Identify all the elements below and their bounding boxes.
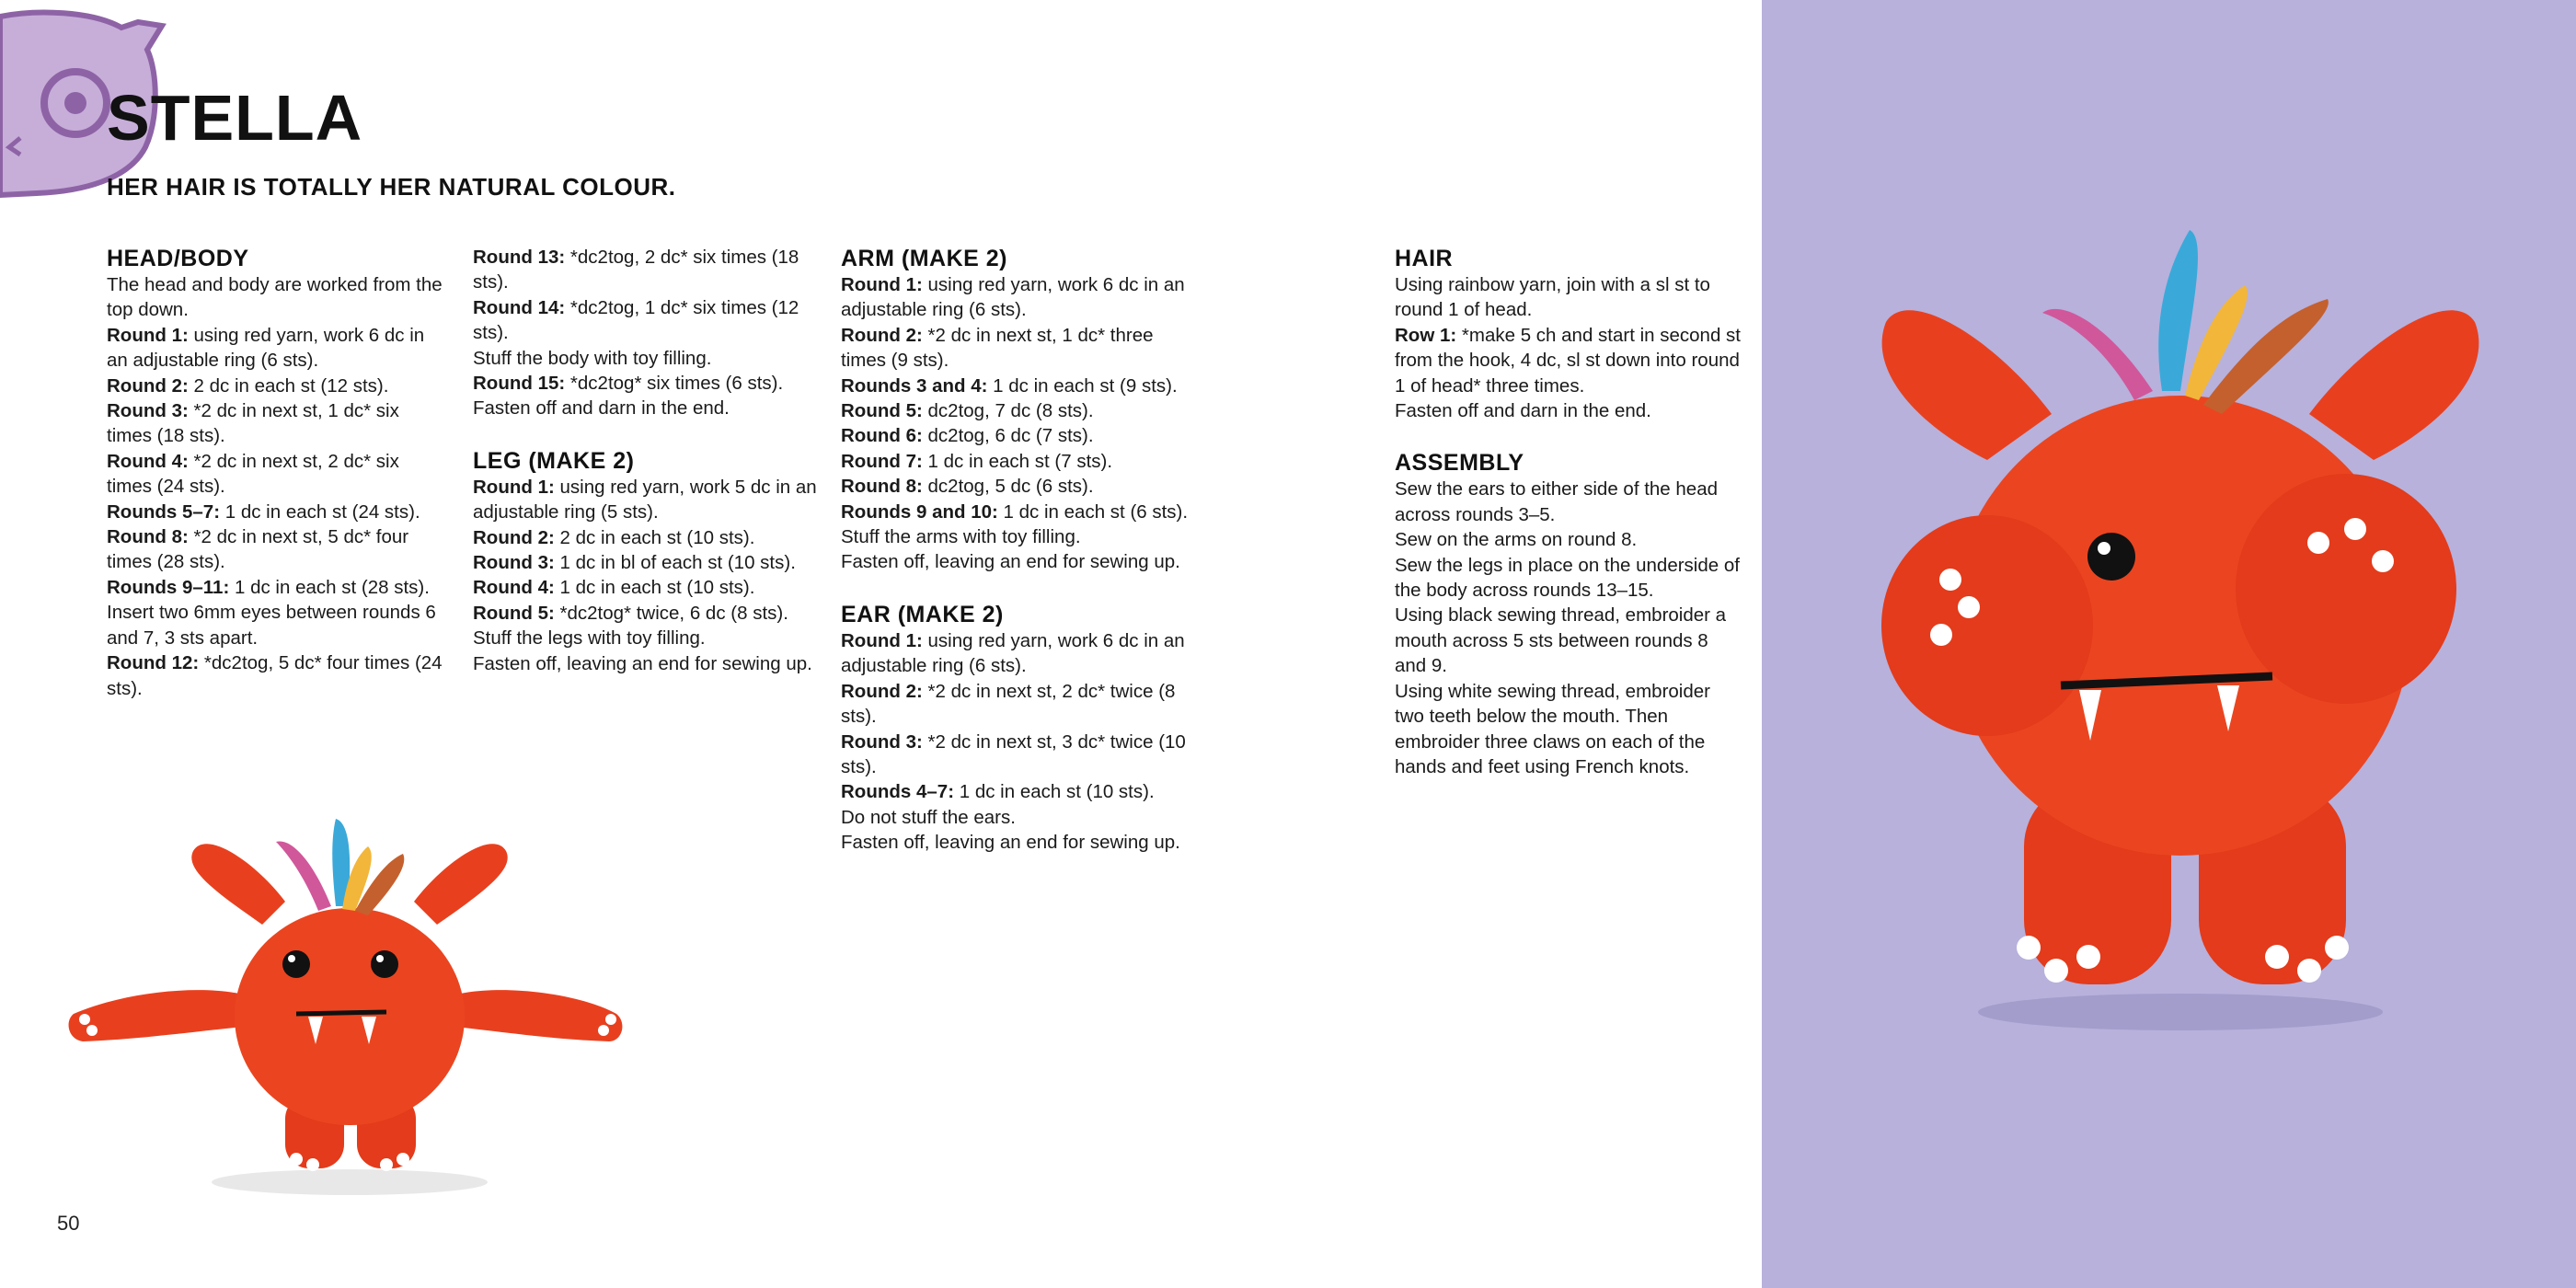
instruction-line (841, 779, 1190, 804)
column-4 (1395, 245, 1742, 779)
instruction-line (841, 500, 1190, 524)
instruction-label: Round 14: (473, 296, 566, 318)
instruction-label: Round 5: (473, 602, 555, 624)
head-body-heading: HEAD/BODY (107, 246, 249, 271)
instruction-text: The head and body are worked from the top down. (107, 274, 443, 321)
instruction-text: Stuff the body with toy filling. (473, 347, 712, 369)
crochet-monster-photo-small (55, 764, 644, 1205)
instruction-line (841, 398, 1190, 423)
column-3 (841, 245, 1190, 856)
leg-instructions (473, 475, 822, 676)
instruction-line (473, 245, 822, 295)
instruction-text: dc2tog, 5 dc (6 sts). (922, 476, 1094, 498)
instruction-line (841, 524, 1190, 549)
instruction-text: 1 dc in each st (7 sts). (922, 450, 1113, 472)
instruction-line (473, 601, 822, 626)
instruction-line (1395, 323, 1742, 398)
instruction-line (841, 730, 1190, 780)
instruction-line (107, 600, 447, 650)
instruction-text: Using rainbow yarn, join with a sl st to round 1 of head. (1395, 274, 1710, 321)
instruction-text: Do not stuff the ears. (841, 806, 1016, 828)
instruction-line (473, 346, 822, 371)
instruction-line (473, 525, 822, 550)
instruction-line (1395, 398, 1742, 423)
instruction-text: 1 dc in each st (9 sts). (987, 374, 1178, 397)
instruction-text: Using black sewing thread, embroider a mouth across 5 sts between rounds 8 and 9. (1395, 604, 1727, 677)
instruction-text: 1 dc in each st (10 sts). (954, 781, 1155, 803)
instruction-line (1395, 603, 1742, 678)
instruction-label: Round 8: (841, 476, 923, 498)
instruction-text: using red yarn, work 6 dc in an adjustable ring (6 sts). (107, 324, 425, 372)
instruction-text: Insert two 6mm eyes between rounds 6 and 7, 3 sts apart. (107, 602, 436, 649)
instruction-line (107, 323, 447, 374)
ear-instructions (841, 628, 1190, 856)
hair-instructions (1395, 272, 1742, 423)
instruction-line (841, 805, 1190, 830)
instruction-text: dc2tog, 6 dc (7 sts). (922, 425, 1094, 447)
instruction-label: Round 1: (841, 274, 923, 295)
instruction-label: Round 15: (473, 373, 566, 395)
instruction-label: Round 13: (473, 247, 566, 268)
instruction-text: *dc2tog* twice, 6 dc (8 sts). (554, 602, 788, 624)
instruction-line (473, 371, 822, 396)
instruction-line (473, 550, 822, 575)
spacer (841, 575, 1190, 601)
instruction-text: *2 dc in next st, 1 dc* three times (9 sts). (841, 324, 1154, 372)
instruction-text: using red yarn, work 6 dc in an adjustable ring (6 sts). (841, 274, 1185, 321)
arm-heading: ARM (MAKE 2) (841, 246, 1007, 271)
instruction-text: dc2tog, 7 dc (8 sts). (922, 400, 1094, 422)
instruction-line (107, 449, 447, 500)
instruction-label: Round 4: (107, 450, 189, 472)
instruction-label: Rounds 5–7: (107, 500, 221, 523)
instruction-label: Row 1: (1395, 324, 1457, 346)
instruction-text: 1 dc in each st (28 sts). (229, 576, 430, 598)
instruction-line (841, 679, 1190, 730)
arm-instructions (841, 272, 1190, 575)
instruction-text: Fasten off, leaving an end for sewing up. (473, 652, 812, 674)
instruction-line (841, 628, 1190, 679)
instruction-text: *2 dc in next st, 1 dc* six times (18 sts). (107, 400, 399, 447)
ear-heading: EAR (MAKE 2) (841, 601, 1004, 627)
assembly-instructions (1395, 477, 1742, 779)
instruction-text: Sew on the arms on round 8. (1395, 529, 1638, 551)
column-2 (473, 245, 822, 676)
instruction-label: Round 1: (841, 629, 923, 651)
instruction-line (107, 500, 447, 524)
instruction-line (107, 272, 447, 323)
instruction-text: *dc2tog, 1 dc* six times (12 sts). (473, 296, 799, 344)
instruction-label: Rounds 9 and 10: (841, 500, 998, 523)
head-body-continued (473, 245, 822, 421)
instruction-text: Sew the legs in place on the underside of the body across rounds 13–15. (1395, 554, 1740, 602)
instruction-line (473, 651, 822, 676)
instruction-text: 2 dc in each st (12 sts). (188, 374, 389, 397)
instruction-line (841, 272, 1190, 323)
instruction-text: using red yarn, work 6 dc in an adjustable ring (6 sts). (841, 629, 1185, 677)
instruction-text: Stuff the arms with toy filling. (841, 526, 1081, 548)
instruction-line (107, 650, 447, 701)
instruction-text: *2 dc in next st, 3 dc* twice (10 sts). (841, 730, 1186, 777)
instruction-label: Round 2: (107, 374, 189, 397)
instruction-text: Stuff the legs with toy filling. (473, 627, 706, 650)
instruction-line (1395, 679, 1742, 780)
instruction-text: 1 dc in each st (10 sts). (554, 577, 755, 599)
instruction-label: Round 3: (107, 400, 189, 422)
instruction-line (107, 524, 447, 575)
instruction-text: Fasten off, leaving an end for sewing up. (841, 551, 1180, 573)
instruction-text: using red yarn, work 5 dc in an adjustable ring (5 sts). (473, 476, 817, 523)
page-title: STELLA (107, 82, 363, 154)
instruction-line (841, 323, 1190, 374)
instruction-label: Rounds 4–7: (841, 781, 955, 803)
instruction-text: 2 dc in each st (10 sts). (554, 526, 755, 548)
instruction-text: Fasten off, leaving an end for sewing up. (841, 832, 1180, 854)
instruction-label: Round 8: (107, 526, 189, 548)
instruction-text: Using white sewing thread, embroider two teeth below the mouth. Then embroider three claws on each of the hands and feet using French knots. (1395, 680, 1710, 777)
instruction-text: 1 dc in each st (24 sts). (220, 500, 420, 523)
instruction-line (841, 474, 1190, 499)
spacer (1395, 423, 1742, 449)
instruction-line (1395, 553, 1742, 604)
instruction-line (1395, 527, 1742, 552)
instruction-text: Fasten off and darn in the end. (1395, 400, 1651, 422)
instruction-line (107, 398, 447, 449)
instruction-line (473, 626, 822, 650)
instruction-label: Round 3: (473, 552, 555, 574)
instruction-text: *dc2tog, 2 dc* six times (18 sts). (473, 247, 799, 293)
spacer (473, 421, 822, 447)
crochet-monster-photo-large (1831, 212, 2530, 1040)
instruction-text: Sew the ears to either side of the head across rounds 3–5. (1395, 478, 1719, 525)
instruction-line (473, 475, 822, 525)
page-subtitle: HER HAIR IS TOTALLY HER NATURAL COLOUR. (107, 173, 676, 201)
instruction-text: *2 dc in next st, 2 dc* twice (8 sts). (841, 680, 1176, 728)
instruction-text: 1 dc in bl of each st (10 sts). (554, 552, 796, 574)
instruction-label: Round 2: (841, 680, 923, 702)
instruction-label: Rounds 9–11: (107, 576, 230, 598)
instruction-text: *2 dc in next st, 5 dc* four times (28 sts). (107, 526, 409, 573)
instruction-text: 1 dc in each st (6 sts). (997, 500, 1189, 523)
instruction-label: Round 12: (107, 652, 200, 674)
instruction-label: Round 2: (473, 526, 555, 548)
instruction-line (107, 374, 447, 398)
hair-heading: HAIR (1395, 246, 1454, 271)
instruction-line (841, 374, 1190, 398)
instruction-line (841, 549, 1190, 574)
instruction-label: Round 2: (841, 324, 923, 346)
instruction-text: *2 dc in next st, 2 dc* six times (24 sts). (107, 450, 399, 498)
instruction-text: *dc2tog* six times (6 sts). (565, 373, 784, 395)
instruction-label: Round 6: (841, 425, 923, 447)
column-1 (107, 245, 447, 701)
instruction-line (1395, 272, 1742, 323)
instruction-line (473, 575, 822, 600)
instruction-label: Round 7: (841, 450, 923, 472)
instruction-text: *dc2tog, 5 dc* four times (24 sts). (107, 652, 443, 699)
leg-heading: LEG (MAKE 2) (473, 447, 635, 474)
instruction-label: Round 3: (841, 730, 923, 753)
instruction-label: Round 5: (841, 400, 923, 422)
instruction-label: Round 1: (473, 476, 555, 498)
instruction-text: *make 5 ch and start in second st from the hook, 4 dc, sl st down into round 1 of head* three times. (1395, 324, 1742, 397)
instruction-line (1395, 477, 1742, 527)
instruction-line (473, 295, 822, 346)
instruction-line (841, 830, 1190, 855)
instruction-text: Fasten off and darn in the end. (473, 397, 730, 420)
instruction-label: Round 4: (473, 577, 555, 599)
head-body-instructions (107, 272, 447, 701)
instruction-line (841, 423, 1190, 448)
instruction-label: Round 1: (107, 324, 189, 346)
page-number: 50 (57, 1212, 80, 1235)
instruction-line (841, 449, 1190, 474)
instruction-line (473, 396, 822, 420)
assembly-heading: ASSEMBLY (1395, 450, 1524, 477)
instruction-label: Rounds 3 and 4: (841, 374, 988, 397)
instruction-line (107, 575, 447, 600)
